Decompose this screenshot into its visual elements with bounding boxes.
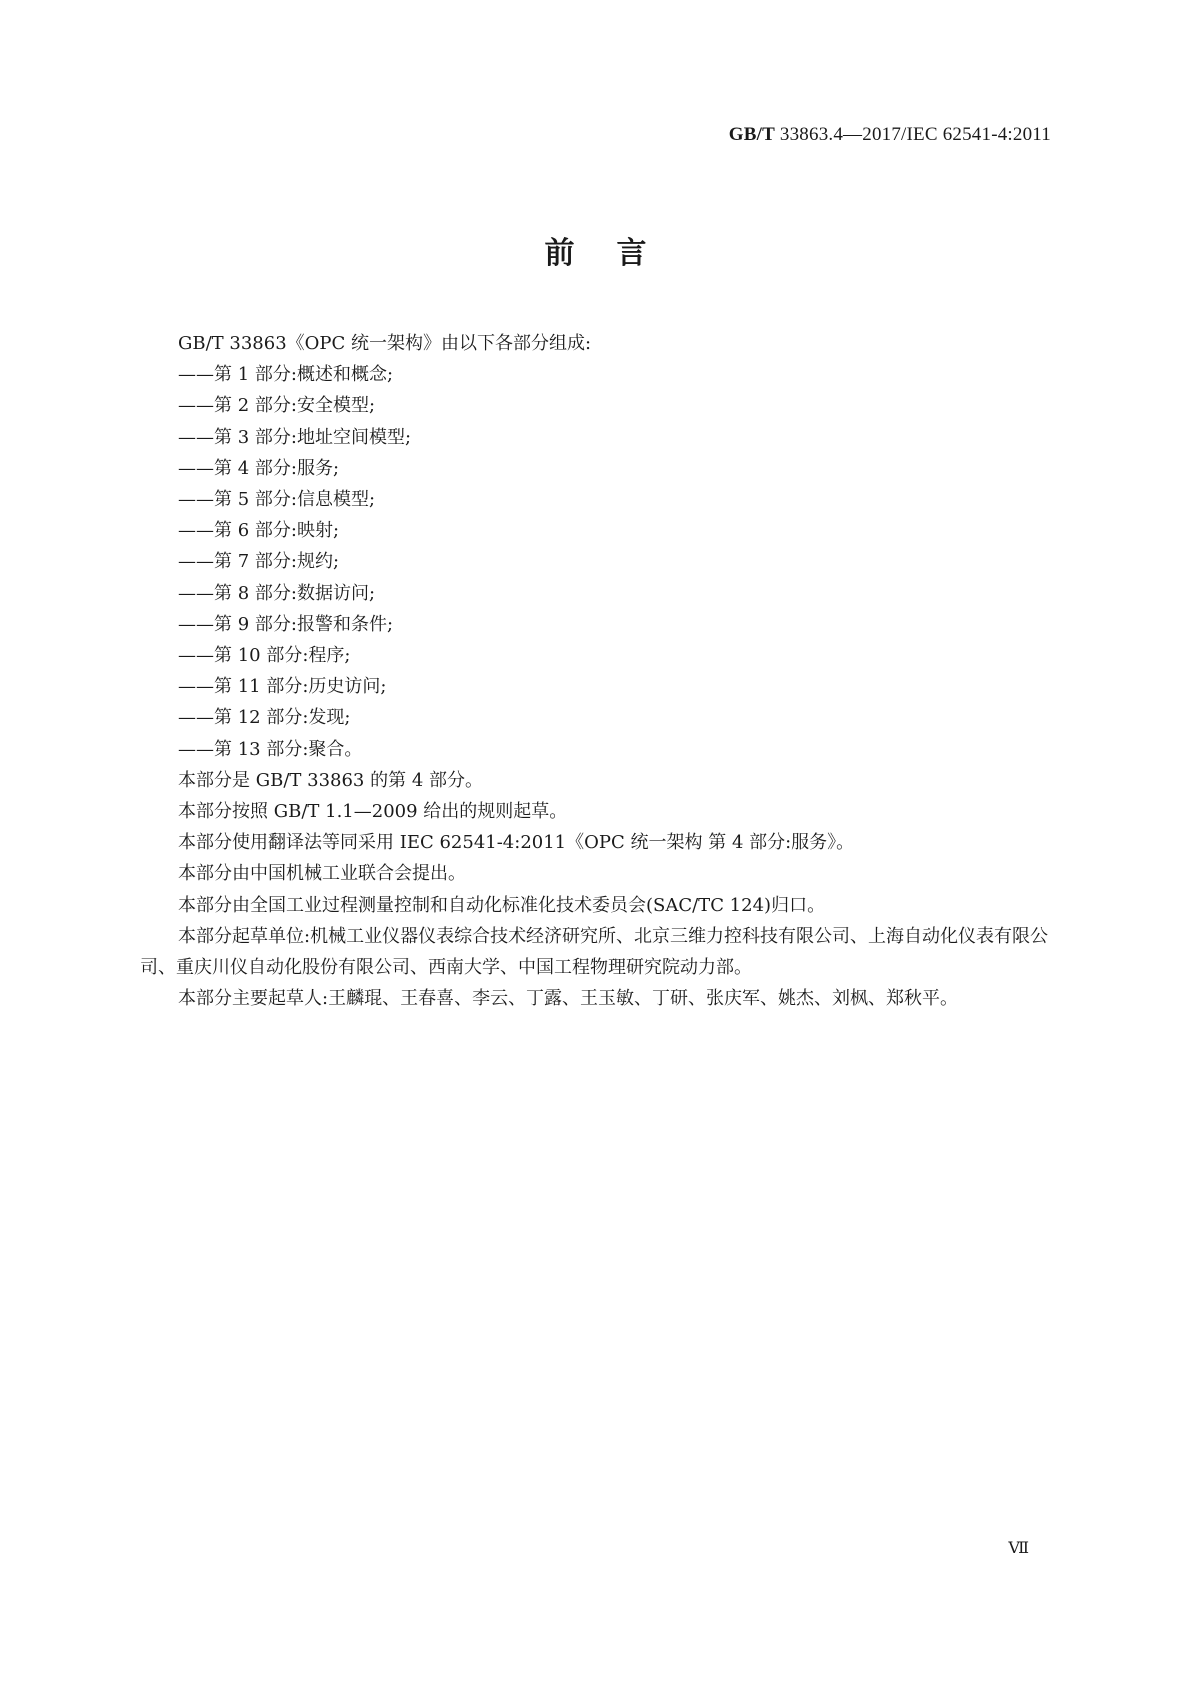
standard-code-prefix: GB/T <box>728 124 775 145</box>
part-item: ——第 7 部分:规约; <box>178 551 340 573</box>
drafters-paragraph: 本部分主要起草人:王麟琨、王春喜、李云、丁露、王玉敏、丁研、张庆军、姚杰、刘枫、郑秋平。 <box>178 988 959 1010</box>
part-item: ——第 9 部分:报警和条件; <box>178 613 394 635</box>
part-item: ——第 4 部分:服务; <box>178 457 340 479</box>
statement-paragraph: 本部分是 GB/T 33863 的第 4 部分。 <box>178 769 483 791</box>
part-item: ——第 5 部分:信息模型; <box>178 489 376 511</box>
standard-code <box>729 124 1051 146</box>
standard-code-number: 33863.4—2017/IEC 62541-4:2011 <box>779 124 1051 145</box>
statement-paragraph: 本部分使用翻译法等同采用 IEC 62541-4:2011《OPC 统一架构 第 4 部分:服务》。 <box>178 832 855 854</box>
drafting-units-paragraph: 本部分起草单位:机械工业仪器仪表综合技术经济研究所、北京三维力控科技有限公司、上海自动化仪表有限公司、重庆川仪自动化股份有限公司、西南大学、中国工程物理研究院动力部。 <box>140 925 1049 979</box>
part-item: ——第 3 部分:地址空间模型; <box>178 426 412 448</box>
part-item: ——第 10 部分:程序; <box>178 645 351 667</box>
statement-paragraph: 本部分由全国工业过程测量控制和自动化标准化技术委员会(SAC/TC 124)归口。 <box>178 894 826 916</box>
statement-paragraph: 本部分由中国机械工业联合会提出。 <box>178 863 466 885</box>
intro-paragraph: GB/T 33863《OPC 统一架构》由以下各部分组成: <box>178 333 592 354</box>
part-item: ——第 12 部分:发现; <box>178 707 351 729</box>
page-title: 前言 <box>544 236 689 271</box>
foreword-body <box>140 328 1060 1014</box>
part-item: ——第 1 部分:概述和概念; <box>178 364 394 386</box>
part-item: ——第 11 部分:历史访问; <box>178 676 387 698</box>
page-number: Ⅶ <box>1008 1538 1029 1557</box>
statement-paragraph: 本部分按照 GB/T 1.1—2009 给出的规则起草。 <box>178 801 568 823</box>
part-item: ——第 13 部分:聚合。 <box>178 738 363 760</box>
part-item: ——第 2 部分:安全模型; <box>178 395 376 417</box>
part-item: ——第 6 部分:映射; <box>178 520 340 542</box>
part-item: ——第 8 部分:数据访问; <box>178 582 376 604</box>
